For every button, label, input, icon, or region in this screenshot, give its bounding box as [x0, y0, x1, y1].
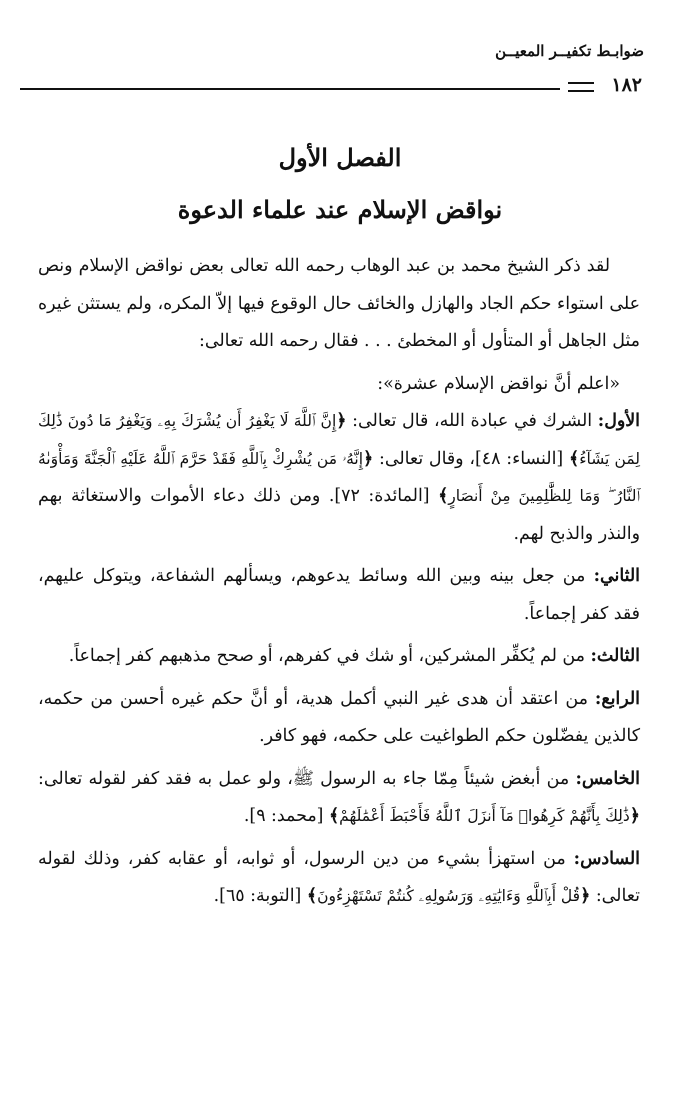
item-label: الثاني: — [593, 566, 640, 586]
quran-close-bracket: ﴾ — [569, 448, 580, 469]
item-label: السادس: — [573, 848, 641, 869]
list-item-third — [38, 638, 640, 676]
item-label: الثالث: — [590, 646, 640, 666]
quran-close-bracket: ﴾ — [328, 806, 340, 826]
quran-open-bracket: ﴿ — [629, 806, 640, 826]
quran-close-bracket: ﴾ — [306, 886, 318, 906]
item-label: الخامس: — [575, 768, 641, 789]
chapter-subtitle: نواقض الإسلام عند علماء الدعوة — [177, 195, 503, 224]
intro-paragraph: لقد ذكر الشيخ محمد بن عبد الوهاب رحمه الله تعالى بعض نواقض الإسلام ونص على استواء حكم الجاد والهازل والخائف حال الوقوع فيها إلاّ المكره، ولم يستثن غيره مثل الجاهل أو المتأول أو المخطئ . . . فقال رحمه الله تعالى: — [38, 256, 640, 351]
verse-reference: [المائدة: ٧٢]. ومن ذلك دعاء الأموات والاستغاثة بهم والنذر والذبح لهم. — [38, 486, 640, 544]
item-label: الرابع: — [594, 688, 640, 709]
chapter-heading — [40, 138, 640, 230]
page-number: ١٨٢ — [611, 74, 642, 96]
verse-reference: [النساء: ٤٨]، وقال تعالى: — [378, 448, 564, 469]
intro-quote: «اعلم أنَّ نواقض الإسلام عشرة»: — [377, 373, 620, 394]
quran-verse: ذَٰلِكَ بِأَنَّهُمْ كَرِهُوا۟ مَآ أَنزَلَ ٱللَّهُ فَأَحْبَطَ أَعْمَٰلَهُمْ — [339, 807, 630, 825]
verse-reference: [التوبة: ٦٥]. — [213, 886, 302, 906]
list-item-fifth — [38, 761, 640, 836]
quran-verse: قُلْ أَبِٱللَّهِ وَءَايَٰتِهِۦ وَرَسُولِهِۦ كُنتُمْ تَسْتَهْزِءُونَ — [317, 887, 581, 905]
item-text: من أبغض شيئاً مِمّا جاء به الرسول ﷺ، ولو عمل به فقد كفر لقوله تعالى: — [38, 768, 570, 789]
quran-verse: إِنَّ ٱللَّهَ لَا يَغْفِرُ أَن يُشْرَكَ بِهِۦ وَيَغْفِرُ مَا دُونَ ذَٰلِكَ لِمَن يَشَآءُ — [38, 412, 641, 468]
item-text: من لم يُكفِّر المشركين، أو شك في كفرهم، أو صحح مذهبهم كفر إجماعاً. — [68, 646, 585, 666]
quran-open-bracket: ﴿ — [336, 411, 347, 431]
item-label: الأول: — [597, 411, 640, 431]
verse-reference: [محمد: ٩]. — [243, 806, 324, 826]
item-text: من جعل بينه وبين الله وسائط يدعوهم، ويسألهم الشفاعة، ويتوكل عليهم، فقد كفر إجماعاً. — [38, 566, 640, 624]
quran-open-bracket: ﴿ — [363, 448, 374, 469]
running-title: ضوابـط تكفيــر المعيــن — [495, 42, 644, 60]
chapter-title: الفصل الأول — [278, 143, 402, 172]
page-number-ornament — [568, 82, 594, 92]
quran-verse: إِنَّهُۥ مَن يُشْرِكْ بِٱللَّهِ فَقَدْ حَرَّمَ ٱللَّهُ عَلَيْهِ ٱلْجَنَّةَ وَمَأْوَىٰهُ ٱلنَّارُ ۖ وَمَا لِلظَّٰلِمِينَ مِنْ أَنصَارٍ — [38, 449, 640, 505]
page-header — [20, 22, 652, 102]
item-text: من اعتقد أن هدى غير النبي أكمل هدية، أو أنَّ حكم غيره أحسن من حكمه، كالذين يفضّلون حكم الطواغيت على حكمه، فهو كافر. — [38, 688, 640, 746]
item-text: الشرك في عبادة الله، قال تعالى: — [352, 411, 593, 431]
list-item-fourth — [38, 681, 640, 756]
item-text: من استهزأ بشيء من دين الرسول، أو ثوابه، أو عقابه كفر، وذلك لقوله تعالى: — [38, 848, 640, 906]
quran-open-bracket: ﴿ — [580, 886, 591, 906]
list-item-first — [38, 403, 640, 553]
header-rule — [20, 88, 560, 90]
body-text — [38, 248, 640, 921]
list-item-sixth — [38, 841, 640, 916]
list-item-second — [38, 558, 640, 633]
quran-close-bracket: ﴾ — [438, 486, 449, 506]
